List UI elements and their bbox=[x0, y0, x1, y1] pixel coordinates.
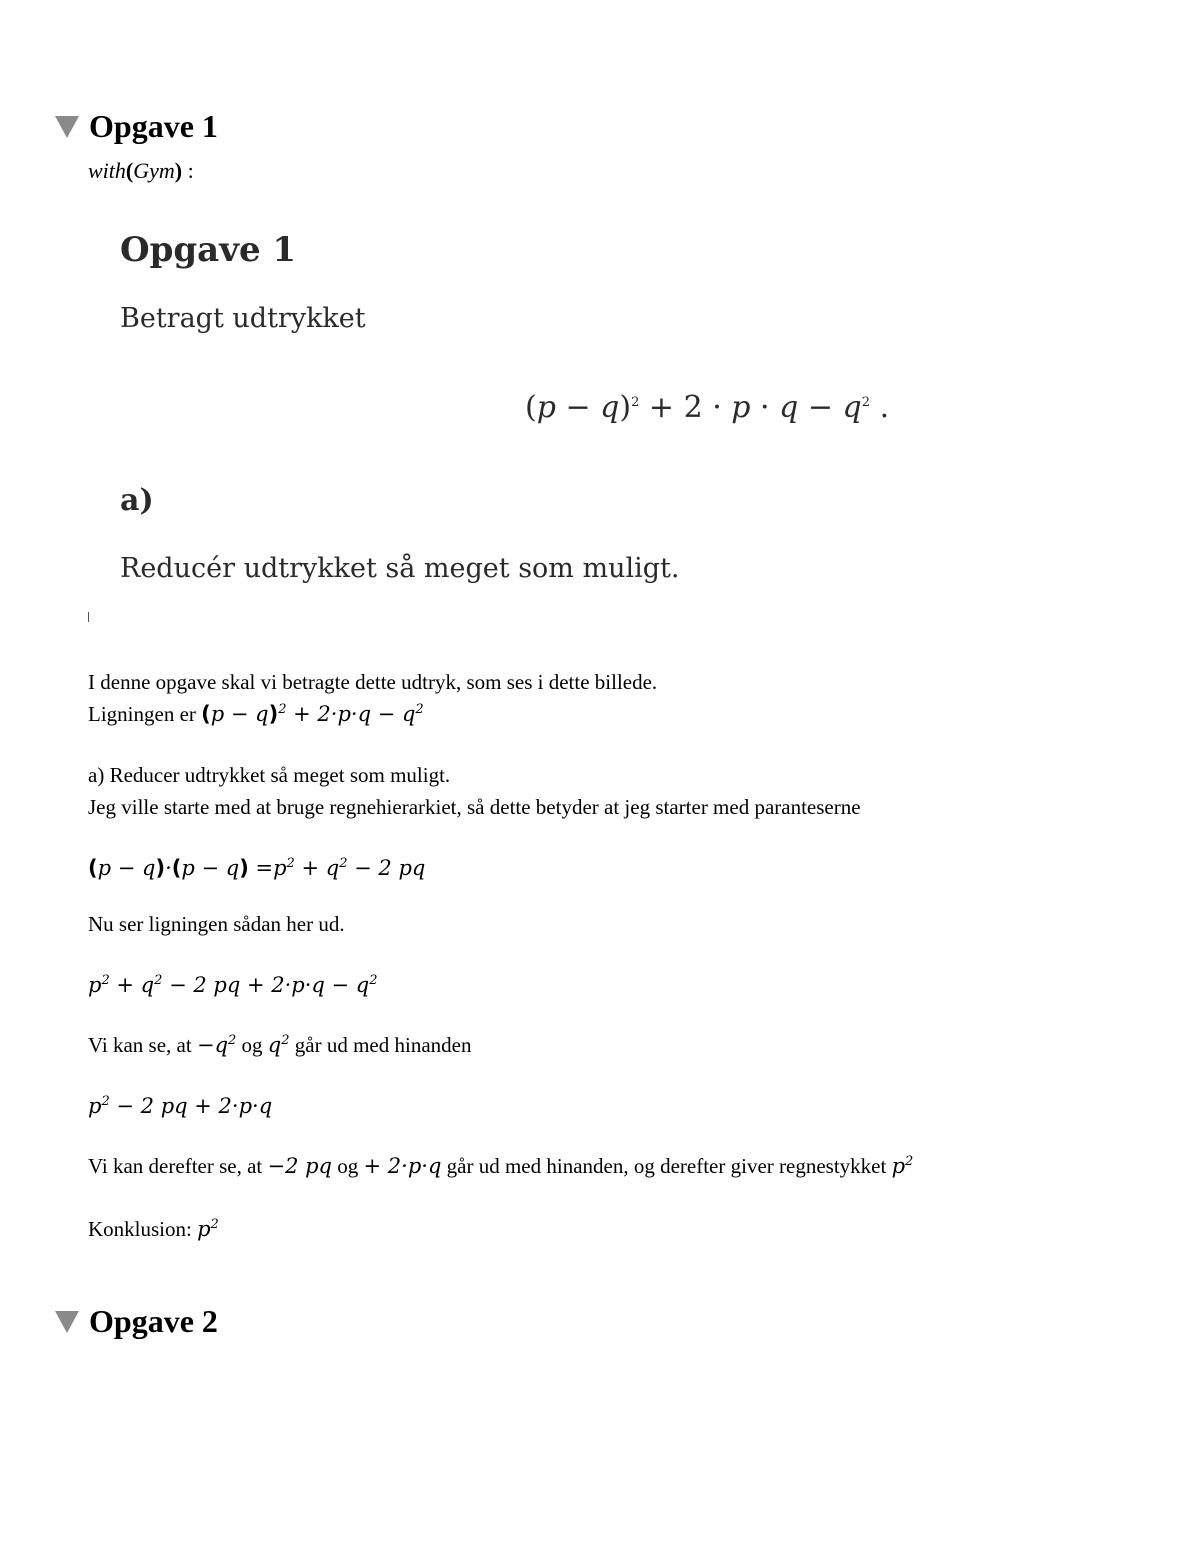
code-input-line[interactable]: with(Gym) : bbox=[88, 158, 194, 183]
cancel1-post: går ud med hinanden bbox=[294, 1033, 472, 1057]
problem-formula: $(p - q)^2 + 2 \cdot p \cdot q - q^2$ . bbox=[525, 390, 890, 425]
problem-part-label: a) bbox=[120, 483, 154, 518]
code-arg: Gym bbox=[133, 158, 175, 183]
part-a-text: a) Reducer udtrykket så meget som muligt. bbox=[88, 763, 451, 787]
conclusion-line: Konklusion: $p^2$ bbox=[88, 1217, 219, 1241]
collapse-triangle-icon[interactable] bbox=[55, 1311, 79, 1333]
intro-text: I denne opgave skal vi betragte dette udtryk, som ses i dette billede. bbox=[88, 670, 658, 694]
code-function: with bbox=[88, 158, 126, 183]
math-step-2: $p^2 + q^2 - 2$ pq + $2\cdot p\cdot q - q^2$ bbox=[88, 973, 378, 997]
cancel2-mid: og bbox=[337, 1154, 359, 1178]
section-header-opgave-1[interactable] bbox=[55, 108, 218, 145]
problem-title: Opgave 1 bbox=[120, 230, 297, 270]
now-text: Nu ser ligningen sådan her ud. bbox=[88, 912, 345, 936]
cancel-line-2: Vi kan derefter se, at −2 pq og + 2·p·q går ud med hinanden, og derefter giver regnestykket $p^2$ bbox=[88, 1154, 914, 1178]
collapse-triangle-icon[interactable] bbox=[55, 116, 79, 138]
problem-image bbox=[100, 215, 900, 600]
section-title: Opgave 2 bbox=[89, 1303, 218, 1339]
code-terminator: : bbox=[187, 158, 194, 183]
section-title: Opgave 1 bbox=[89, 108, 218, 144]
math-step-3: $p^2 - 2$ pq + 2·p·q bbox=[88, 1094, 273, 1118]
equation-math: $(p - q)^2 + 2\cdot p\cdot q - q^2$ bbox=[201, 702, 424, 726]
equation-label: Ligningen er bbox=[88, 702, 196, 726]
plan-text: Jeg ville starte med at bruge regnehierarkiet, så dette betyder at jeg starter med paranteserne bbox=[88, 795, 861, 819]
equation-line bbox=[88, 702, 424, 727]
conclusion-label: Konklusion: bbox=[88, 1217, 192, 1241]
cancel2-pre: Vi kan derefter se, at bbox=[88, 1154, 263, 1178]
cancel-line-1: Vi kan se, at $-q^2$ og $q^2$ går ud med hinanden bbox=[88, 1033, 472, 1057]
math-step-1: $(p - q)\cdot(p - q) =p^2 + q^2 - 2$ pq bbox=[88, 856, 426, 880]
cancel2-post: går ud med hinanden, og derefter giver regnestykket bbox=[446, 1154, 887, 1178]
problem-intro: Betragt udtrykket bbox=[120, 303, 366, 334]
cancel1-pre: Vi kan se, at bbox=[88, 1033, 192, 1057]
text-cursor bbox=[88, 612, 89, 622]
problem-task: Reducér udtrykket så meget som muligt. bbox=[120, 553, 680, 584]
section-header-opgave-2[interactable] bbox=[55, 1303, 218, 1340]
cancel1-mid: og bbox=[241, 1033, 263, 1057]
